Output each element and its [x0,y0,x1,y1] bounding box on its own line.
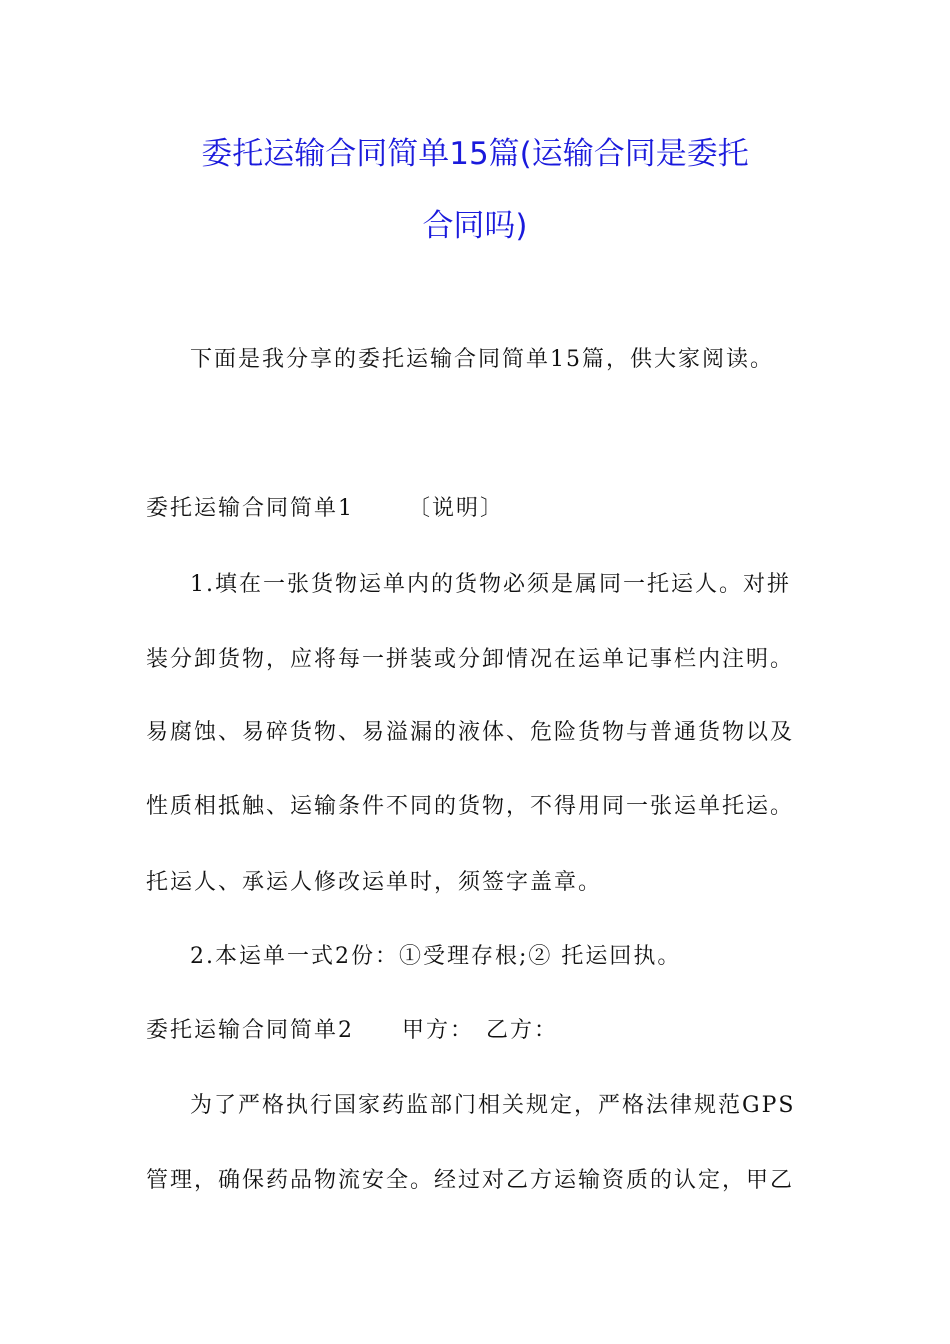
document-title-line-2: 合同吗) [422,208,528,244]
document-title-line-1: 委托运输合同简单15篇(运输合同是委托 [201,136,749,172]
intro-paragraph: 下面是我分享的委托运输合同简单15篇，供大家阅读。 [190,347,774,372]
section-2-line-1: 为了严格执行国家药监部门相关规定，严格法律规范GPS [190,1093,796,1118]
section-2-heading-row [146,1017,558,1045]
section-1-note: 〔说明〕 [408,496,505,521]
section-1-line-5: 托运人、承运人修改运单时，须签字盖章。 [146,870,603,895]
party-a-label: 甲方： [402,1018,475,1043]
section-1-line-2: 装分卸货物，应将每一拼装或分卸情况在运单记事栏内注明。 [146,647,795,672]
party-b-label: 乙方： [486,1018,559,1043]
section-2-line-2: 管理，确保药品物流安全。经过对乙方运输资质的认定，甲乙 [146,1168,795,1193]
section-1-line-3: 易腐蚀、易碎货物、易溢漏的液体、危险货物与普通货物以及 [146,720,795,745]
section-1-heading: 委托运输合同简单1 [146,496,354,521]
section-1-heading-row [146,495,504,523]
section-1-line-1: 1.填在一张货物运单内的货物必须是属同一托运人。对拼 [190,572,791,597]
section-1-line-4: 性质相抵触、运输条件不同的货物，不得用同一张运单托运。 [146,794,795,819]
section-2-heading: 委托运输合同简单2 [146,1018,354,1043]
section-1-line-6: 2.本运单一式2份：①受理存根;② 托运回执。 [190,944,682,969]
